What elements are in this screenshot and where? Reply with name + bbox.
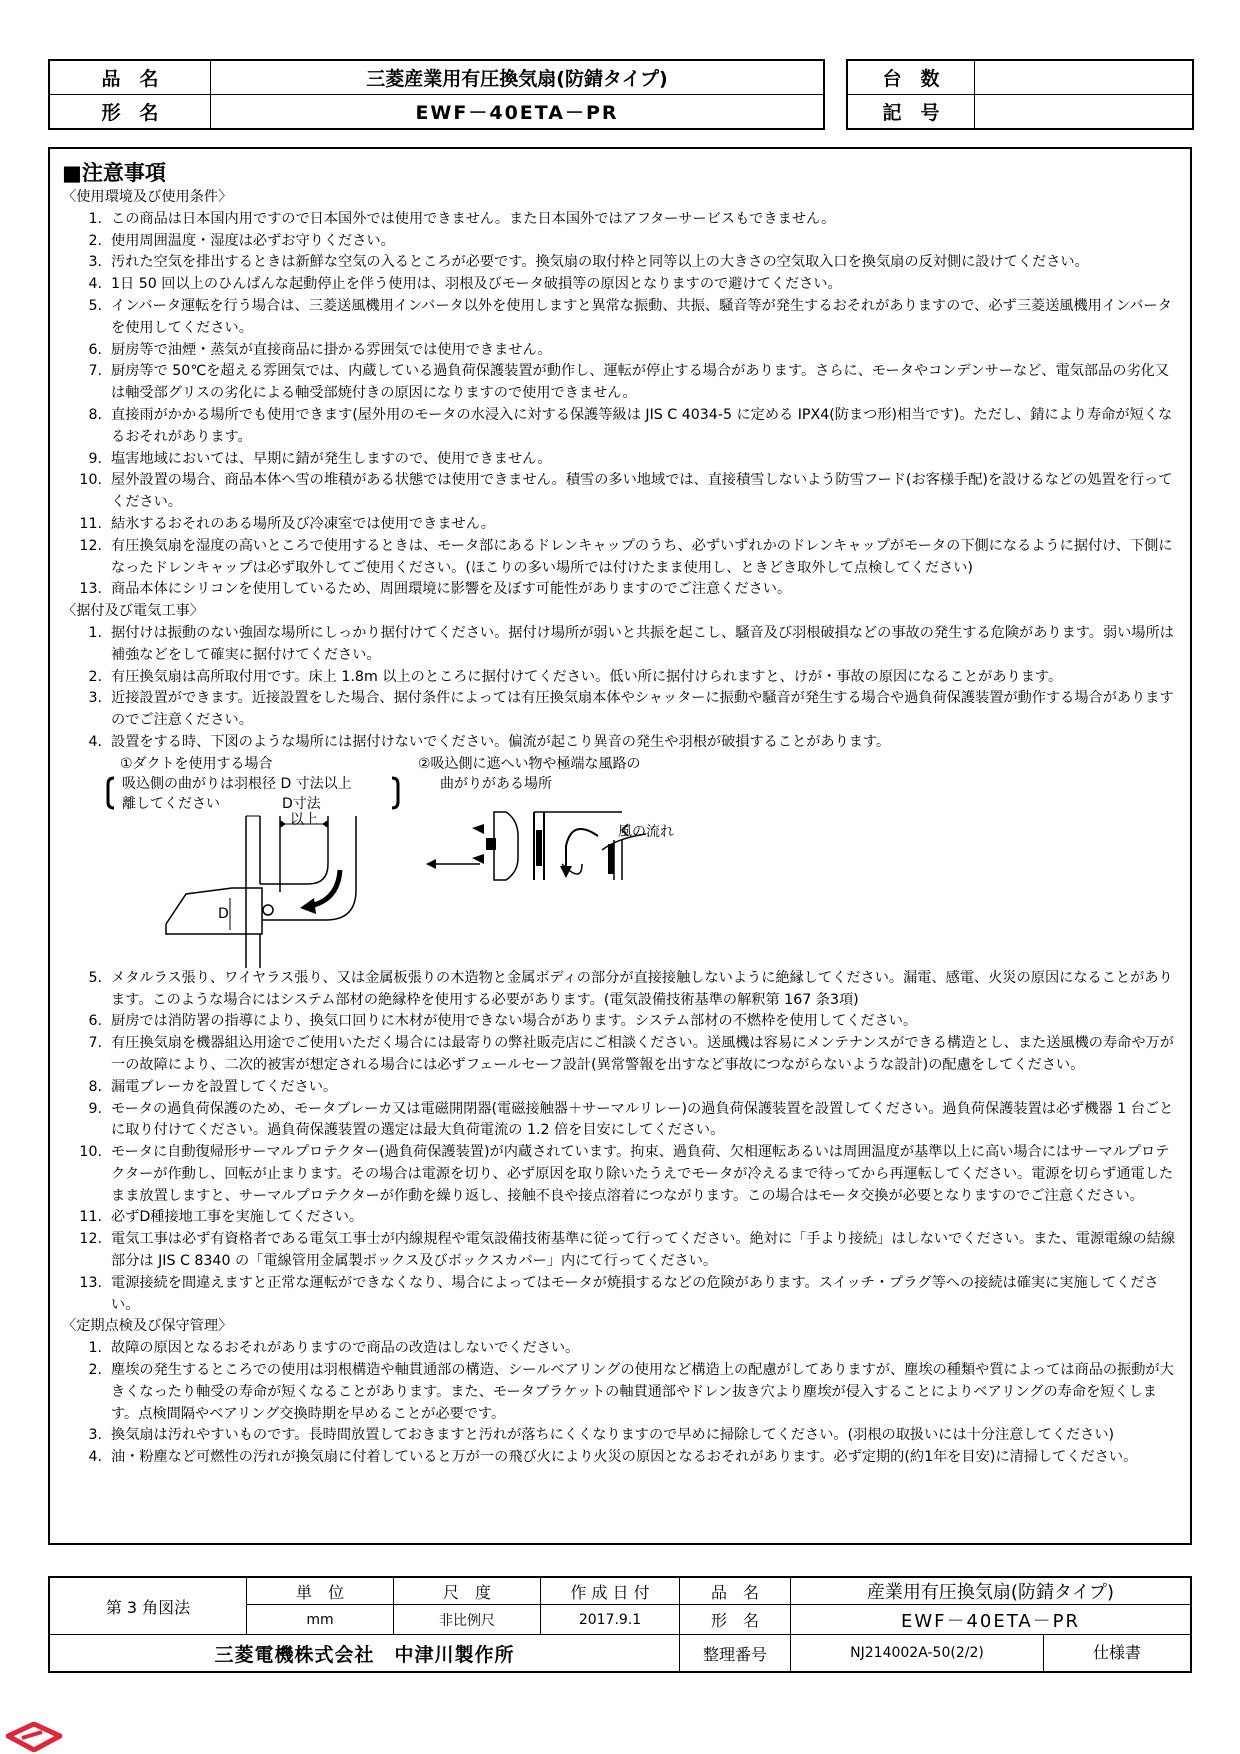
- list-item: [62, 405, 1182, 449]
- section-heading: 〈使用環境及び使用条件〉: [62, 189, 233, 205]
- fig2-flow-label: 風の流れ: [618, 823, 674, 840]
- projection: 第 3 角図法: [49, 1577, 247, 1635]
- fig2-title1: ②吸込側に遮へい物や極端な風路の: [418, 755, 641, 772]
- list-item: [62, 1338, 1182, 1360]
- item-number: 7.: [88, 1035, 102, 1052]
- item-text: 電源接続を間違えますと正常な運転ができなくなり、場合によってはモータが焼損するなどの危険があります。スイッチ・プラグ等への接続は確実に実施してください。: [111, 1274, 1159, 1313]
- list-item: [62, 732, 1182, 754]
- item-number: 5.: [88, 969, 102, 986]
- quantity-label: 台 数: [847, 60, 975, 95]
- item-number: 6.: [88, 341, 102, 358]
- model-label: 形 名: [49, 95, 211, 130]
- notes-section: [48, 147, 1192, 1545]
- symbol-value: [975, 95, 1194, 130]
- item-text: メタルラス張り、ワイヤラス張り、又は金属板張りの木造物と金属ボディの部分が直接接触しないように絶縁してください。漏電、感電、火災の原因になることがあります。このような場合にはシステム部材の絶縁枠を使用する必要があります。(電気設備技術基準の解釈第 167 条3項): [111, 969, 1173, 1008]
- item-number: 12.: [79, 537, 102, 554]
- list-item: [62, 514, 1182, 536]
- symbol-label: 記 号: [847, 95, 975, 130]
- item-number: 11.: [79, 515, 102, 532]
- list-item: [62, 1447, 1182, 1469]
- item-number: 13.: [79, 1274, 102, 1291]
- fig1-note2: 離してください: [122, 795, 220, 812]
- bracket-right-icon: [392, 778, 398, 808]
- ref-number: NJ214002A-50(2/2): [791, 1635, 1044, 1671]
- item-text: 有圧換気扇は高所取付用です。床上 1.8m 以上のところに据付けてください。低い所に据付けられますと、けが・事故の原因になることがあります。: [111, 668, 1063, 685]
- installation-figure: [62, 754, 1182, 968]
- item-number: 12.: [79, 1231, 102, 1248]
- item-number: 3.: [88, 254, 102, 271]
- list-item: [62, 340, 1182, 362]
- item-text: 油・粉塵など可燃性の汚れが換気扇に付着していると万が一の飛び火により火災の原因となるおそれがあります。必ず定期的(約1年を目安)に清掃してください。: [111, 1449, 1138, 1466]
- item-text: この商品は日本国内用ですので日本国外では使用できません。また日本国外ではアフターサービスもできません。: [111, 210, 836, 227]
- list-item: [62, 361, 1182, 405]
- item-text: インバータ運転を行う場合は、三菱送風機用インバータ以外を使用しますと異常な振動、共振、騒音等が発生するおそれがありますので、必ず三菱送風機用インバータを使用してください。: [111, 297, 1172, 336]
- item-text: 近接設置ができます。近接設置をした場合、据付条件によっては有圧換気扇本体やシャッターに振動や騒音が発生する場合や過負荷保護装置が動作する場合がありますのでご注意ください。: [111, 690, 1174, 729]
- item-text: 屋外設置の場合、商品本体へ雪の堆積がある状態では使用できません。積雪の多い地域では、直接積雪しないよう防雪フード(お客様手配)を設けるなどの処置を行ってください。: [111, 472, 1173, 511]
- item-text: 厨房等で油煙・蒸気が直接商品に掛かる雰囲気では使用できません。: [111, 341, 552, 358]
- item-number: 10.: [79, 1144, 102, 1161]
- item-text: 汚れた空気を排出するときは新鮮な空気の入るところが必要です。換気扇の取付枠と同等以上の大きさの空気取入口を換気扇の反対側に設けてください。: [111, 254, 1089, 271]
- item-number: 4.: [88, 733, 102, 750]
- item-number: 10.: [79, 472, 102, 489]
- item-text: モータの過負荷保護のため、モータブレーカ又は電磁開閉器(電磁接触器＋サーマルリレー)の過負荷保護装置を設置してください。過負荷保護装置は必ず機器 1 台ごとに取り付けてください。過負荷保護装置の選定は最大負荷電流の 1.2 倍を目安にしてください。: [111, 1100, 1174, 1139]
- model-value: EWF－40ETA－PR: [211, 95, 825, 130]
- list-item: [62, 1273, 1182, 1317]
- list-item: [62, 536, 1182, 580]
- item-number: 8.: [88, 406, 102, 423]
- list-item: [62, 1077, 1182, 1099]
- item-text: 故障の原因となるおそれがありますので商品の改造はしないでください。: [111, 1340, 580, 1357]
- unit-value: mm: [247, 1605, 394, 1635]
- item-number: 9.: [88, 1100, 102, 1117]
- item-text: 設置をする時、下図のような場所には据付けないでください。偏流が起こり異音の発生や羽根が破損することがあります。: [111, 733, 891, 750]
- company-name: 三菱電機株式会社 中津川製作所: [49, 1635, 680, 1673]
- unit-label: 単 位: [247, 1577, 394, 1605]
- date-value: 2017.9.1: [541, 1605, 680, 1635]
- item-number: 2.: [88, 232, 102, 249]
- item-text: 商品本体にシリコンを使用しているため、周囲環境に影響を及ぼす可能性がありますのでご注意ください。: [111, 581, 792, 598]
- item-text: 1日 50 回以上のひんぱんな起動停止を伴う使用は、羽根及びモータ破損等の原因となりますので避けてください。: [111, 276, 842, 293]
- list-item: [62, 623, 1182, 667]
- model-label-footer: 形 名: [680, 1605, 791, 1635]
- list-item: [62, 1229, 1182, 1273]
- fig1-title: ①ダクトを使用する場合: [120, 755, 273, 772]
- header-table-qty: [846, 59, 1194, 130]
- item-text: 電気工事は必ず有資格者である電気工事士が内線規程や電気設備技術基準に従って行ってください。絶対に「手より接続」はしないでください。また、電源電線の結線部分は JIS C 8340 の「電線管用金属製ボックス及びボックスカバー」内にて行ってください。: [111, 1231, 1176, 1270]
- list-item: [62, 1207, 1182, 1229]
- item-text: 結氷するおそれのある場所及び冷凍室では使用できません。: [111, 515, 495, 532]
- item-number: 4.: [88, 276, 102, 293]
- item-number: 2.: [88, 668, 102, 685]
- list-item: [62, 1142, 1182, 1207]
- item-text: 使用周囲温度・湿度は必ずお守りください。: [111, 232, 395, 249]
- figure-zone: [62, 754, 1182, 968]
- item-number: 1.: [88, 624, 102, 641]
- fig1-d-label: D: [218, 905, 229, 922]
- product-name: 三菱産業用有圧換気扇(防錆タイプ): [211, 60, 825, 95]
- list-item: [62, 1033, 1182, 1077]
- item-number: 3.: [88, 690, 102, 707]
- bracket-left-icon: [108, 778, 114, 808]
- list-item: [62, 688, 1182, 732]
- list-item: [62, 296, 1182, 340]
- date-label: 作 成 日 付: [541, 1577, 680, 1605]
- list-item: [62, 667, 1182, 689]
- item-number: 1.: [88, 1340, 102, 1357]
- list-item: [62, 579, 1182, 601]
- quantity-value: [975, 60, 1194, 95]
- doc-type: 仕様書: [1092, 1643, 1141, 1662]
- item-number: 13.: [79, 581, 102, 598]
- item-text: 直接雨がかかる場所でも使用できます(屋外用のモータの水浸入に対する保護等級は JIS C 4034-5 に定める IPX4(防まつ形)相当です)。ただし、錆により寿命が短くなるおそれがあります。: [111, 406, 1173, 445]
- section-heading: 〈据付及び電気工事〉: [62, 603, 204, 620]
- list-item: [62, 1360, 1182, 1425]
- item-text: 厨房等で 50℃を超える雰囲気では、内蔵している過負荷保護装置が動作し、運転が停止する場合があります。さらに、モータやコンデンサーなど、電気部品の劣化又は軸受部グリスの劣化による軸受部焼付きの原因になりますので使用できません。: [111, 363, 1170, 402]
- item-text: 塵埃の発生するところでの使用は羽根構造や軸貫通部の構造、シールベアリングの使用など構造上の配慮がしてありますが、塵埃の種類や質によっては商品の振動が大きくなったり軸受の寿命が短くなることがあります。また、モータブラケットの軸貫通部やドレン抜き穴より塵埃が侵入することによりベアリングの寿命を短くします。点検間隔やベアリング交換時期を早めることが必要です。: [111, 1362, 1174, 1422]
- list-item: [62, 968, 1182, 1012]
- product-name-label: 品 名: [49, 60, 211, 95]
- item-text: 有圧換気扇を湿度の高いところで使用するときは、モータ部にあるドレンキャップのうち、必ずいずれかのドレンキャップがモータの下側になるように据付け、下側になったドレンキャップは必ず取外してご使用ください。(ほこりの多い場所では付けたまま使用し、ときどき取外して点検してください): [111, 537, 1173, 576]
- item-number: 7.: [88, 363, 102, 380]
- item-text: 換気扇は汚れやすいものです。長時間放置しておきますと汚れが落ちにくくなりますので早めに掃除してください。(羽根の取扱いには十分注意してください): [111, 1427, 1115, 1444]
- title-block: [48, 1576, 1192, 1673]
- item-text: 漏電ブレーカを設置してください。: [111, 1078, 338, 1095]
- notes-title: ■注意事項: [62, 161, 166, 185]
- item-number: 11.: [79, 1209, 102, 1226]
- item-text: モータに自動復帰形サーマルプロテクター(過負荷保護装置)が内蔵されています。拘束、過負荷、欠相運転あるいは周囲温度が基準以上に高い場合にはサーマルプロテクターが作動し、回転が止まります。その場合は電源を切り、必ず原因を取り除いたうえでモータが冷えるまで待ってから再運転してください。電源を切らず通電したまま放置しますと、サーマルプロテクターが作動を繰り返し、接触不良や接点溶着につながります。この場合はモータ交換が必要となりますのでご注意ください。: [111, 1144, 1174, 1204]
- header-table-product: [48, 59, 825, 130]
- list-item: [62, 1425, 1182, 1447]
- list-item: [62, 252, 1182, 274]
- fig1-note1: 吸込側の曲がりは羽根径 D 寸法以上: [122, 775, 352, 792]
- name-label: 品 名: [680, 1577, 791, 1605]
- list-item: [62, 1099, 1182, 1143]
- scale-label: 尺 度: [394, 1577, 541, 1605]
- list-item: [62, 209, 1182, 231]
- item-text: 塩害地域においては、早期に錆が発生しますので、使用できません。: [111, 450, 552, 467]
- fig1-dim1: D寸法: [282, 795, 321, 812]
- corner-logo-icon: [6, 1722, 62, 1752]
- item-number: 8.: [88, 1078, 102, 1095]
- item-number: 6.: [88, 1013, 102, 1030]
- section-heading: 〈定期点検及び保守管理〉: [62, 1318, 233, 1335]
- item-number: 1.: [88, 210, 102, 227]
- item-text: 必ずD種接地工事を実施してください。: [111, 1209, 364, 1226]
- list-item: [62, 449, 1182, 471]
- item-number: 4.: [88, 1449, 102, 1466]
- item-number: 9.: [88, 450, 102, 467]
- item-number: 5.: [88, 297, 102, 314]
- list-item: [62, 470, 1182, 514]
- item-text: 据付けは振動のない強固な場所にしっかり据付けてください。据付け場所が弱いと共振を起こし、騒音及び羽根破損などの事故の発生する危険があります。弱い場所は補強などをして確実に据付けてください。: [111, 624, 1174, 663]
- item-text: 有圧換気扇を機器組込用途でご使用いただく場合には最寄りの弊社販売店にご相談ください。送風機は容易にメンテナンスができる構造とし、また送風機の寿命や万が一の故障により、二次的被害が想定される場合には必ずフェールセーフ設計(異常警報を出すなど事故につながらないような設計)の配慮をしてください。: [111, 1035, 1174, 1073]
- fig2-title2: 曲がりがある場所: [440, 775, 552, 792]
- scale-value: 非比例尺: [394, 1605, 541, 1635]
- name-value: 産業用有圧換気扇(防錆タイプ): [791, 1577, 1192, 1605]
- list-item: [62, 1011, 1182, 1033]
- item-text: 厨房では消防署の指導により、換気口回りに木材が使用できない場合があります。システム部材の不燃枠を使用してください。: [111, 1013, 918, 1030]
- list-item: [62, 231, 1182, 253]
- list-item: [62, 274, 1182, 296]
- model-value-footer: EWF－40ETA－PR: [791, 1605, 1192, 1635]
- item-number: 3.: [88, 1427, 102, 1444]
- fig1-dim2: 以上: [290, 811, 318, 828]
- ref-label: 整理番号: [680, 1635, 791, 1673]
- notes-content: [62, 187, 1182, 1469]
- item-number: 2.: [88, 1362, 102, 1379]
